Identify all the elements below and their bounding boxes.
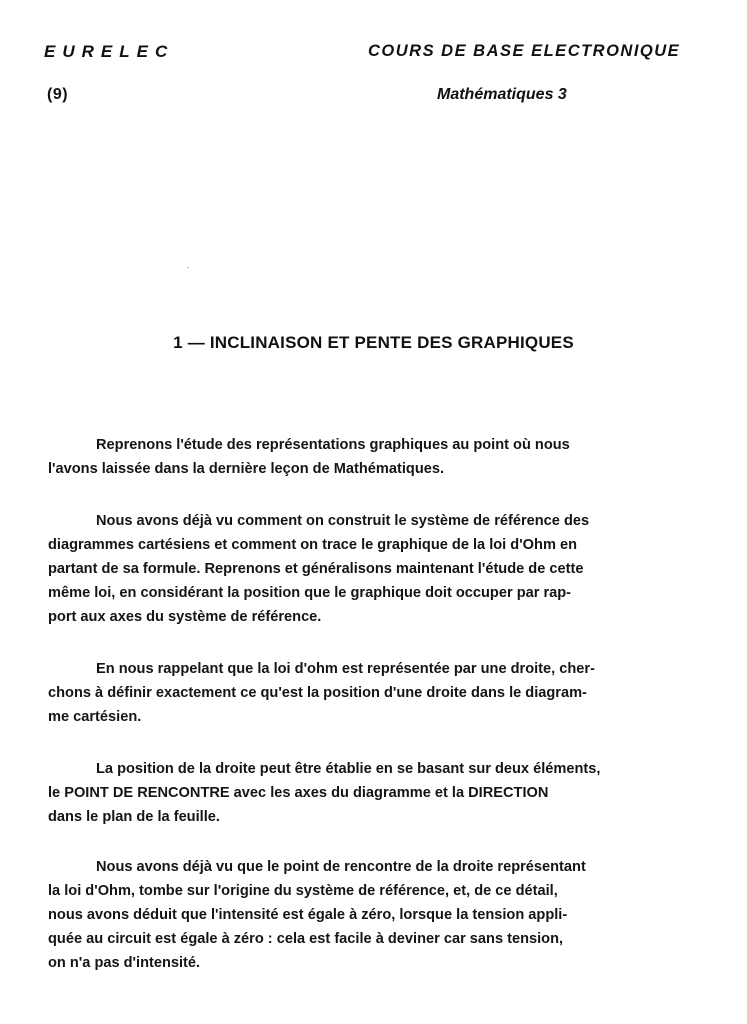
text-line: dans le plan de la feuille.: [48, 809, 220, 825]
text-line: me cartésien.: [48, 709, 142, 725]
text-line: Nous avons déjà vu comment on construit le système de référence des: [96, 513, 590, 529]
paragraph-1: [48, 433, 747, 481]
text-line: la loi d'Ohm, tombe sur l'origine du système de référence, et, de ce détail,: [48, 883, 558, 899]
paragraph-4: [48, 757, 747, 829]
paragraph-5: [48, 855, 747, 975]
section-title: 1 — INCLINAISON ET PENTE DES GRAPHIQUES: [173, 333, 574, 352]
text-line: Reprenons l'étude des représentations graphiques au point où nous: [96, 437, 570, 453]
text-line: partant de sa formule. Reprenons et généralisons maintenant l'étude de cette: [48, 561, 584, 577]
text-line: même loi, en considérant la position que le graphique doit occuper par rap-: [48, 585, 572, 601]
scan-speck: [187, 267, 189, 268]
paragraph-2: [48, 509, 747, 629]
text-line: port aux axes du système de référence.: [48, 609, 322, 625]
subject-label: Mathématiques 3: [437, 86, 567, 103]
text-line: le POINT DE RENCONTRE avec les axes du diagramme et la DIRECTION: [48, 785, 549, 801]
text-line: quée au circuit est égale à zéro : cela est facile à deviner car sans tension,: [48, 931, 564, 947]
page-number: (9): [47, 86, 69, 103]
course-title: COURS DE BASE ELECTRONIQUE: [368, 42, 681, 60]
brand-name: EURELEC: [44, 42, 175, 61]
text-line: La position de la droite peut être établie en se basant sur deux éléments,: [96, 761, 601, 777]
text-line: diagrammes cartésiens et comment on trace le graphique de la loi d'Ohm en: [48, 537, 578, 553]
text-line: chons à définir exactement ce qu'est la position d'une droite dans le diagram-: [48, 685, 587, 701]
paragraph-3: [48, 657, 747, 729]
text-line: on n'a pas d'intensité.: [48, 955, 201, 971]
text-line: En nous rappelant que la loi d'ohm est représentée par une droite, cher-: [96, 661, 595, 677]
text-line: nous avons déduit que l'intensité est égale à zéro, lorsque la tension appli-: [48, 907, 568, 923]
text-line: Nous avons déjà vu que le point de rencontre de la droite représentant: [96, 859, 586, 875]
text-line: l'avons laissée dans la dernière leçon de Mathématiques.: [48, 461, 445, 477]
